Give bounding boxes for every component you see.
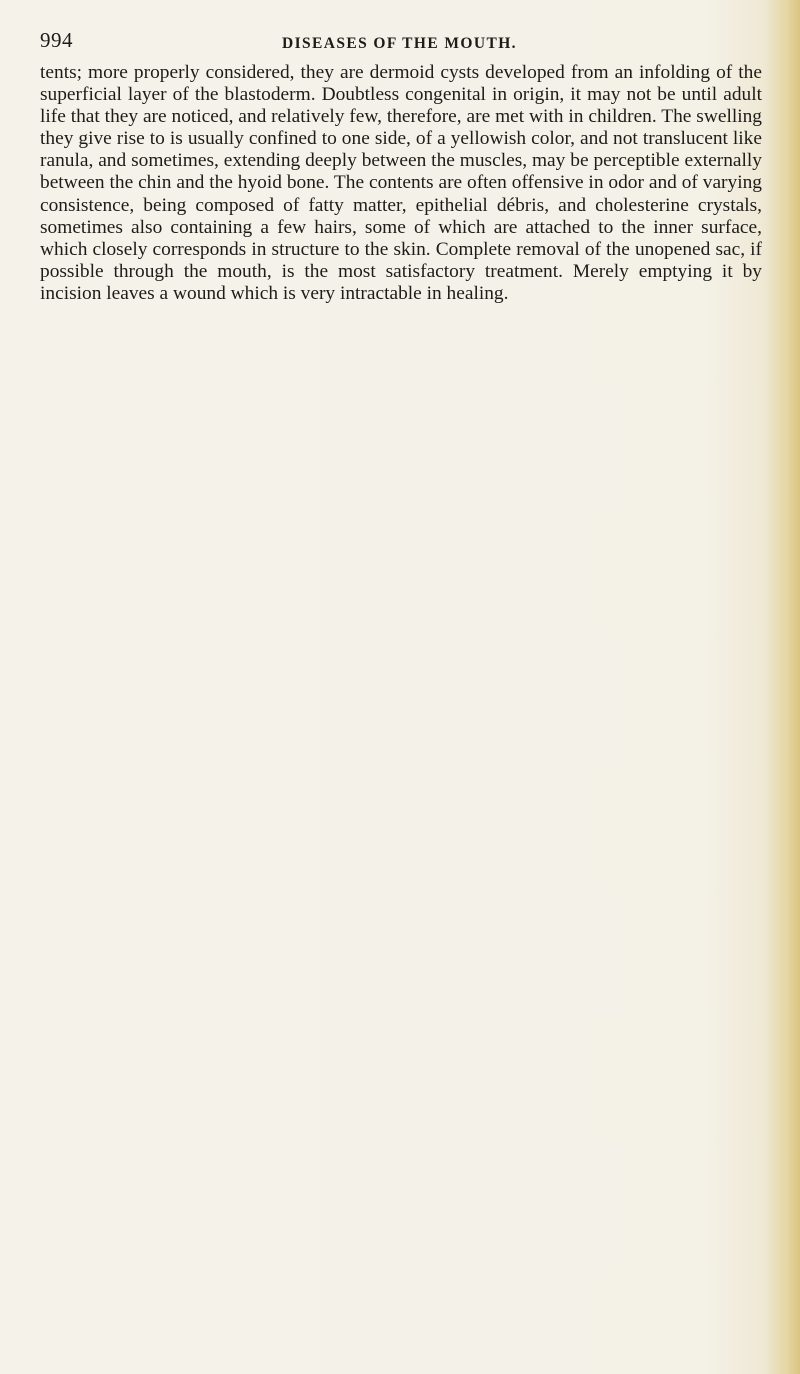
body-paragraph: tents; more properly considered, they are dermoid cysts developed from an infolding of the superficial layer of the blastoderm. Doubtless congenital in origin, it may not be until adult life that they are noticed, and relatively few, therefore, are met with in children. The swelling they give rise to is usually confined to one side, of a yellowish color, and not translucent like ranula, and sometimes, extending deeply between the muscles, may be perceptible externally between the chin and the hyoid bone. The contents are often offensive in odor and of varying consistence, being composed of fatty matter, epithelial débris, and cholesterine crystals, sometimes also containing a few hairs, some of which are attached to the inner surface, which closely corresponds in structure to the skin. Complete removal of the unopened sac, if possible through the mouth, is the most satisfactory treatment. Merely emptying it by incision leaves a wound which is very intractable in healing. bbox=[40, 62, 762, 304]
running-title: DISEASES OF THE MOUTH. bbox=[282, 35, 517, 52]
page-edge-shading bbox=[766, 0, 800, 1374]
page-number: 994 bbox=[40, 28, 73, 52]
running-head bbox=[40, 28, 762, 56]
